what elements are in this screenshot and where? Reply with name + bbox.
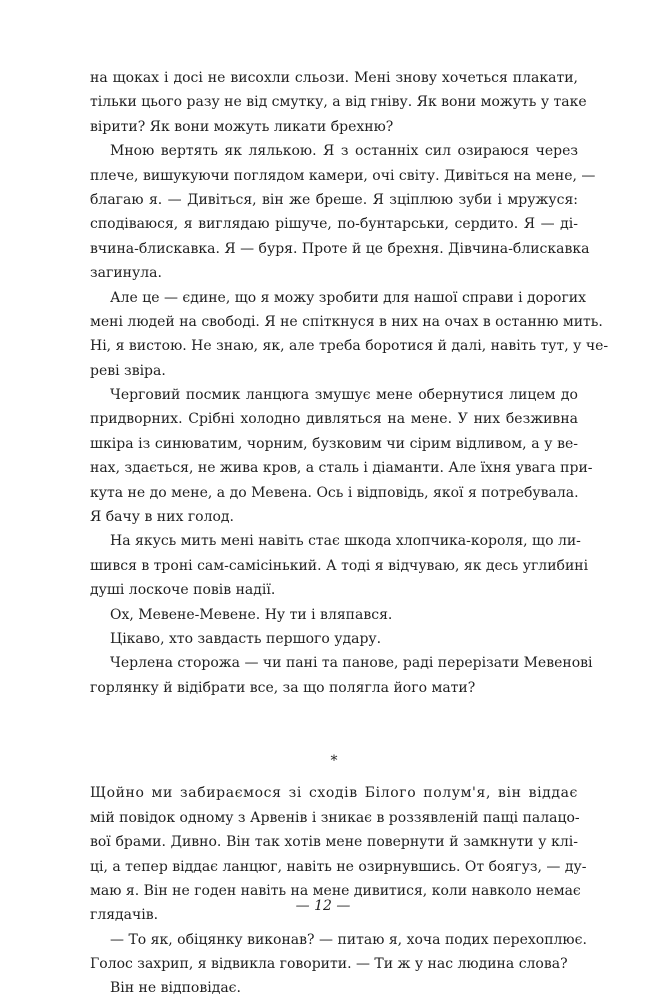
text-line: Голос захрип, я відвикла говорити. — Ти ж у нас людина слова? [90, 956, 568, 973]
text-line: Щойно ми забираємося зі сходів Білого полум'я, він віддає [90, 785, 578, 802]
text-line: мені людей на свободі. Я не спіткнуся в них на очах в останню мить. [90, 313, 603, 330]
text-line: загинула. [90, 265, 162, 282]
text-line: вчина-блискавка. Я — буря. Проте й це брехня. Дівчина-блискавка [90, 240, 590, 257]
text-line: Черлена сторожа — чи пані та панове, раді перерізати Мевенові [110, 655, 593, 672]
text-line: Ох, Мевене-Мевене. Ну ти і вляпався. [110, 606, 393, 623]
text-line: Ні, я вистою. Не знаю, як, але треба боротися й далі, навіть тут, у че- [90, 338, 609, 355]
book-page-text [90, 66, 609, 1001]
text-line: Черговий посмик ланцюга змушує мене обернутися лицем до [110, 387, 578, 404]
text-line: глядачів. [90, 907, 159, 924]
text-line: горлянку й відібрати все, за що полягла його мати? [90, 679, 476, 696]
text-line: Я бачу в них голод. [90, 509, 234, 526]
page-number: — 12 — [295, 898, 351, 914]
text-line: плече, вишукуючи поглядом камери, очі світу. Дивіться на мене, — [90, 167, 596, 184]
text-line: тільки цього разу не від смутку, а від гніву. Як вони можуть у таке [90, 94, 587, 111]
text-line: душі лоскоче повів надії. [90, 582, 276, 599]
text-line: маю я. Він не годен навіть на мене дивитися, коли навколо немає [90, 882, 581, 899]
text-line: благаю я. — Дивіться, він же бреше. Я зціплюю зуби і мружуся: [90, 191, 578, 208]
text-line: На якусь мить мені навіть стає шкода хлопчика-короля, що ли- [110, 533, 581, 550]
text-line: сподіваюся, я виглядаю рішуче, по-бунтарськи, сердито. Я — ді- [90, 216, 578, 233]
text-line: — То як, обіцянку виконав? — питаю я, хоча подих перехоплює. [110, 931, 587, 948]
text-line: шився в троні сам-самісінький. А тоді я відчуваю, як десь углибині [90, 557, 589, 574]
section-separator: * [330, 752, 338, 769]
text-line: Мною вертять як лялькою. Я з останніх сил озираюся через [110, 143, 578, 160]
text-line: Цікаво, хто завдасть першого удару. [110, 630, 382, 647]
text-line: мій повідок одному з Арвенів і зникає в роззявленій пащі палацо- [90, 809, 580, 826]
text-line: на щоках і досі не висохли сльози. Мені знову хочеться плакати, [90, 70, 578, 86]
text-line: придворних. Срібні холодно дивляться на мене. У них безживна [90, 411, 578, 428]
text-line: шкіра із синюватим, чорним, бузковим чи сірим відливом, а у ве- [90, 435, 578, 452]
text-line: вої брами. Дивно. Він так хотів мене повернути й замкнути у клі- [90, 834, 578, 851]
text-line: нах, здається, не жива кров, а сталь і діаманти. Але їхня увага при- [90, 460, 593, 477]
text-line: ці, а тепер віддає ланцюг, навіть не озирнувшись. От боягуз, — ду- [90, 858, 587, 875]
text-line: Але це — єдине, що я можу зробити для нашої справи і дорогих [110, 289, 587, 306]
text-line: вірити? Як вони можуть ликати брехню? [90, 118, 394, 135]
text-line: кута не до мене, а до Мевена. Ось і відповідь, якої я потребувала. [90, 484, 579, 501]
text-line: Він не відповідає. [110, 980, 241, 997]
text-line: реві звіра. [90, 362, 166, 379]
